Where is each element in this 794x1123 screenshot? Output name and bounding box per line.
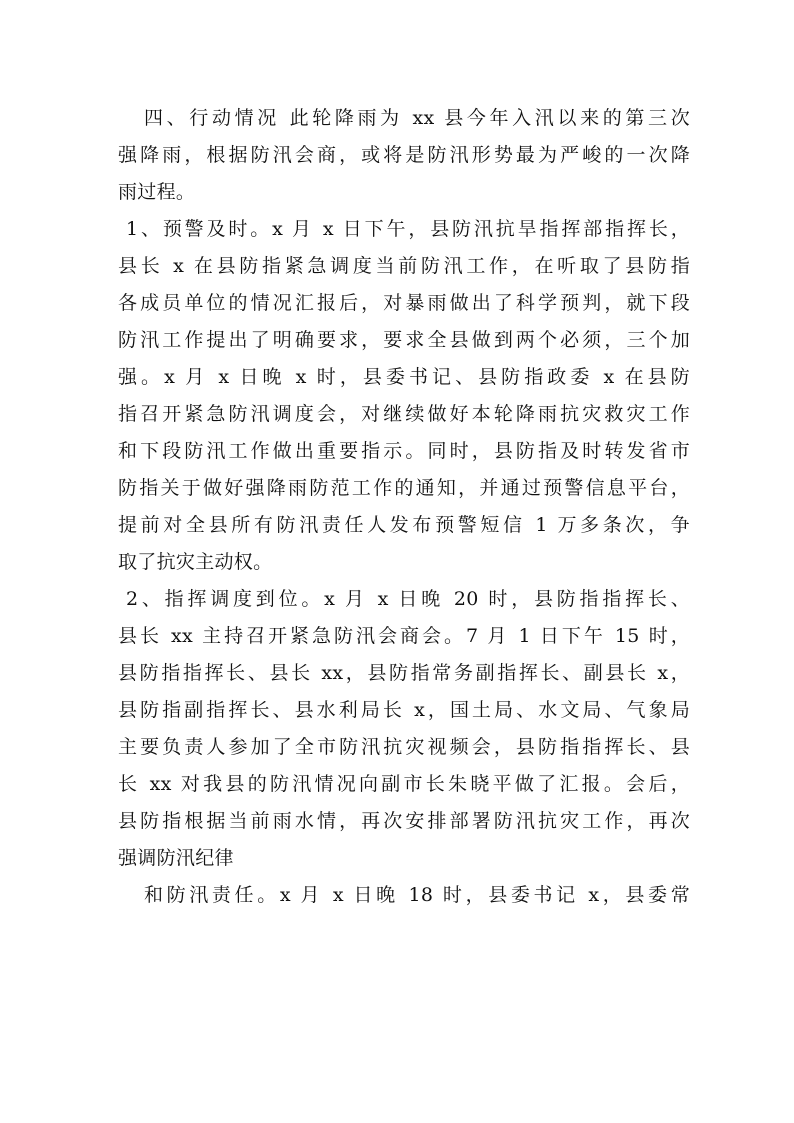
paragraph-line: 2、指挥调度到位。x 月 x 日晚 20 时，县防指指挥长、 [126, 588, 690, 610]
paragraph-line: 县防指指挥长、县长 xx，县防指常务副指挥长、副县长 x， [118, 662, 690, 684]
paragraph-line: 强降雨，根据防汛会商，或将是防汛形势最为严峻的一次降 [118, 144, 690, 166]
paragraph-line: 县长 x 在县防指紧急调度当前防汛工作，在听取了县防指 [118, 255, 690, 277]
paragraph-line: 县防指根据当前雨水情，再次安排部署防汛抗灾工作，再次 [118, 810, 690, 832]
paragraph-line: 和下段防汛工作做出重要指示。同时，县防指及时转发省市 [118, 440, 690, 462]
paragraph-line: 提前对全县所有防汛责任人发布预警短信 1 万多条次，争 [118, 514, 690, 536]
paragraph-line: 防汛工作提出了明确要求，要求全县做到两个必须，三个加 [118, 329, 690, 351]
paragraph-line: 强。x 月 x 日晚 x 时，县委书记、县防指政委 x 在县防 [118, 366, 690, 388]
paragraph-line: 1、预警及时。x 月 x 日下午，县防汛抗旱指挥部指挥长， [126, 218, 690, 240]
paragraph-line: 强调防汛纪律 [118, 847, 234, 869]
document-body [118, 100, 690, 914]
paragraph-line: 县防指副指挥长、县水利局长 x，国土局、水文局、气象局 [118, 699, 690, 721]
paragraph-line: 县长 xx 主持召开紧急防汛会商会。7 月 1 日下午 15 时， [118, 625, 690, 647]
paragraph-line: 和防汛责任。x 月 x 日晚 18 时，县委书记 x，县委常 [144, 884, 690, 906]
paragraph-line: 雨过程。 [118, 181, 196, 203]
paragraph-line: 四、行动情况 此轮降雨为 xx 县今年入汛以来的第三次 [144, 107, 690, 129]
paragraph-line: 长 xx 对我县的防汛情况向副市长朱晓平做了汇报。会后， [118, 773, 690, 795]
paragraph-line: 取了抗灾主动权。 [118, 551, 273, 573]
paragraph-line: 主要负责人参加了全市防汛抗灾视频会，县防指指挥长、县 [118, 736, 690, 758]
paragraph-line: 防指关于做好强降雨防范工作的通知，并通过预警信息平台， [118, 477, 690, 499]
paragraph-line: 各成员单位的情况汇报后，对暴雨做出了科学预判，就下段 [118, 292, 690, 314]
paragraph-line: 指召开紧急防汛调度会，对继续做好本轮降雨抗灾救灾工作 [118, 403, 690, 425]
